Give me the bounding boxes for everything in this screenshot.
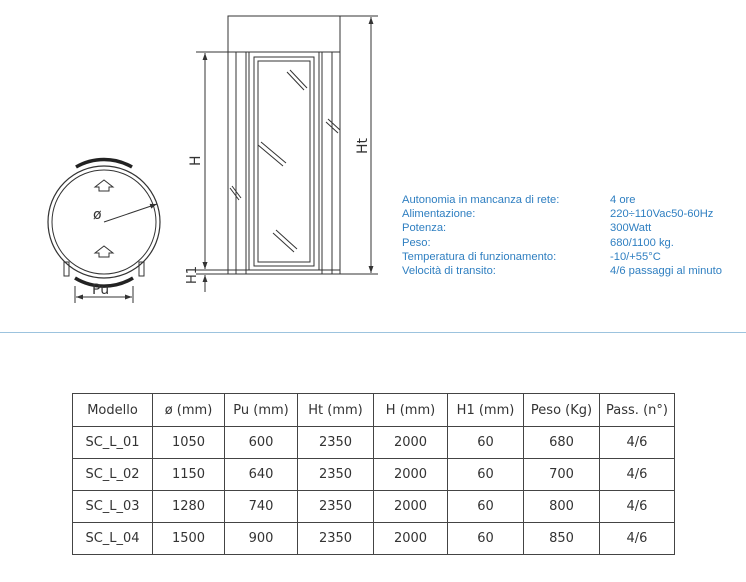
column-header: Modello — [73, 394, 153, 427]
table-cell: 2350 — [298, 523, 374, 555]
section-divider — [0, 332, 746, 333]
spec-value: -10/+55°C — [610, 250, 661, 263]
spec-row-transit-speed — [402, 264, 742, 278]
spec-value: 300Watt — [610, 222, 652, 235]
spec-value: 4/6 passaggi al minuto — [610, 265, 722, 278]
table-row — [73, 427, 675, 459]
spec-value: 680/1100 kg. — [610, 236, 674, 249]
table-cell: 850 — [524, 523, 600, 555]
spec-label: Autonomia in mancanza di rete: — [402, 194, 560, 206]
table-cell: SC_L_03 — [73, 491, 153, 523]
table-cell: 1280 — [153, 491, 225, 523]
table-cell: 60 — [448, 491, 524, 523]
table-cell: 1500 — [153, 523, 225, 555]
h1-label: H1 — [185, 265, 200, 284]
spec-label: Potenza: — [402, 222, 447, 235]
spec-label: Velocità di transito: — [402, 265, 496, 278]
table-cell: 1150 — [153, 459, 225, 491]
table-cell: 4/6 — [600, 491, 675, 523]
table-cell: 680 — [524, 427, 600, 459]
spec-row-power — [402, 221, 742, 235]
table-header-row — [73, 394, 675, 427]
table-row — [73, 459, 675, 491]
column-header: Ht (mm) — [298, 394, 374, 427]
spec-row-autonomy — [402, 193, 742, 207]
column-header: Pass. (n°) — [600, 394, 675, 427]
table-cell: 2350 — [298, 459, 374, 491]
diameter-label: ø — [93, 207, 102, 223]
spec-value: 4 ore — [610, 194, 636, 206]
table-cell: 2000 — [374, 523, 448, 555]
table-cell: 4/6 — [600, 427, 675, 459]
table-cell: 2350 — [298, 491, 374, 523]
table-cell: SC_L_01 — [73, 427, 153, 459]
table-cell: 700 — [524, 459, 600, 491]
h-label: H — [188, 155, 204, 166]
table-cell: SC_L_04 — [73, 523, 153, 555]
spec-value: 220÷110Vac50-60Hz — [610, 208, 714, 221]
table-cell: 60 — [448, 523, 524, 555]
spec-row-weight — [402, 236, 742, 250]
table-cell: 640 — [225, 459, 298, 491]
column-header: Pu (mm) — [225, 394, 298, 427]
column-header: ø (mm) — [153, 394, 225, 427]
table-cell: 4/6 — [600, 523, 675, 555]
elevation-view — [196, 16, 378, 292]
specifications-list — [402, 193, 742, 278]
table-cell: 60 — [448, 427, 524, 459]
table-cell: SC_L_02 — [73, 459, 153, 491]
column-header: H (mm) — [374, 394, 448, 427]
spec-label: Peso: — [402, 236, 431, 249]
table-cell: 1050 — [153, 427, 225, 459]
table-row — [73, 523, 675, 555]
spec-label: Alimentazione: — [402, 208, 476, 221]
table-cell: 60 — [448, 459, 524, 491]
table-cell: 2000 — [374, 491, 448, 523]
table-cell: 4/6 — [600, 459, 675, 491]
table-cell: 2000 — [374, 427, 448, 459]
table-cell: 800 — [524, 491, 600, 523]
ht-label: Ht — [355, 137, 371, 154]
table-cell: 900 — [225, 523, 298, 555]
table-row — [73, 491, 675, 523]
spec-row-power-supply — [402, 207, 742, 221]
column-header: Peso (Kg) — [524, 394, 600, 427]
spec-label: Temperatura di funzionamento: — [402, 250, 557, 263]
table-cell: 600 — [225, 427, 298, 459]
table-cell: 2000 — [374, 459, 448, 491]
column-header: H1 (mm) — [448, 394, 524, 427]
models-table — [72, 393, 675, 555]
table-cell: 2350 — [298, 427, 374, 459]
table-cell: 740 — [225, 491, 298, 523]
spec-row-temperature — [402, 250, 742, 264]
pu-label: Pu — [92, 282, 110, 298]
